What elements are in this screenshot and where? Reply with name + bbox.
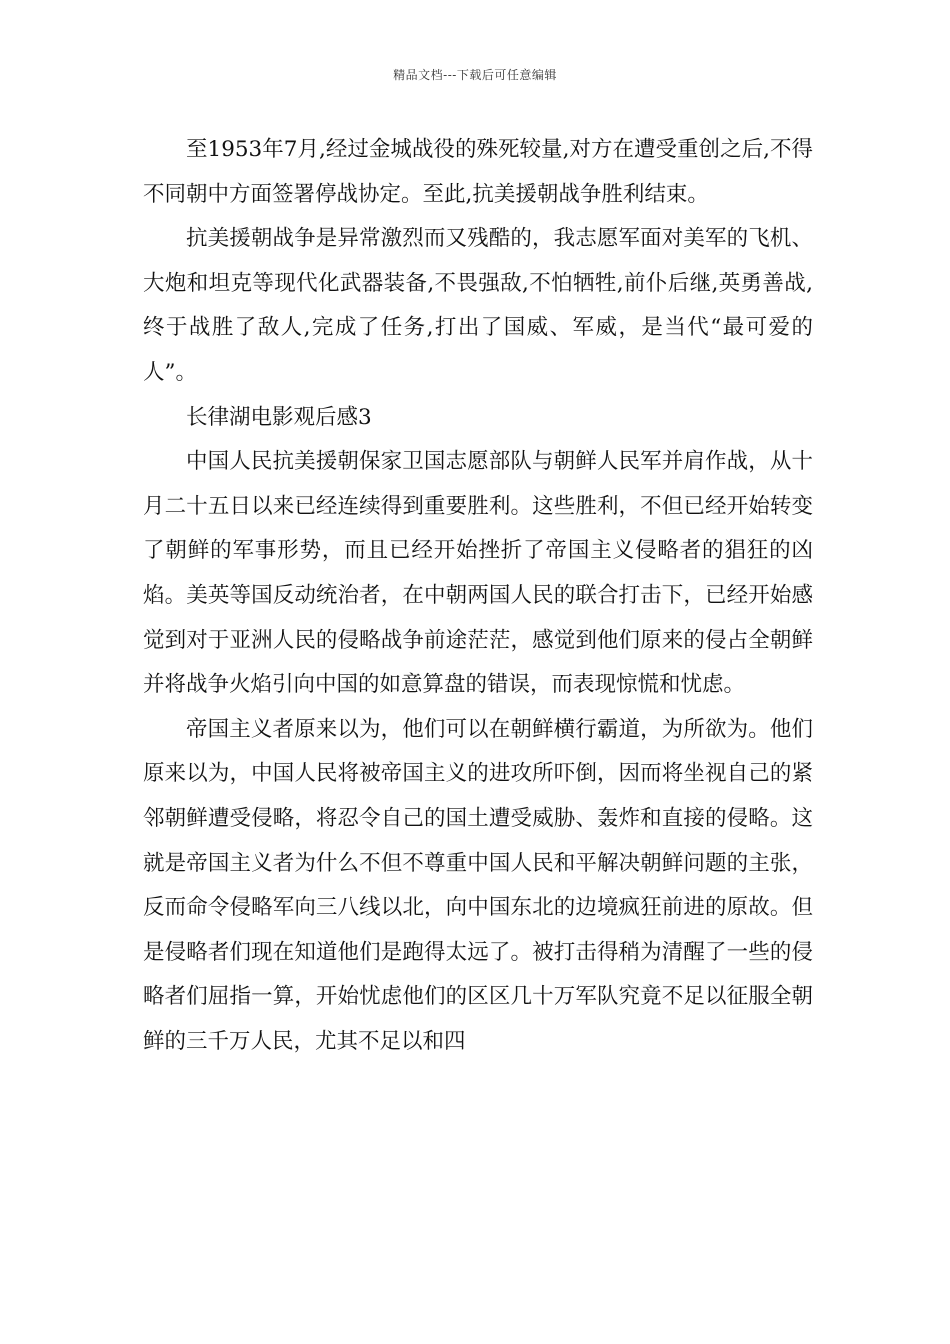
page-header: 精品文档---下载后可任意编辑 bbox=[393, 68, 557, 82]
section-heading: 长律湖电影观后感3 bbox=[186, 404, 372, 430]
document-body bbox=[143, 128, 813, 1064]
paragraph: 抗美援朝战争是异常激烈而又残酷的，我志愿军面对美军的飞机、大炮和坦克等现代化武器装备,不畏强敌,不怕牺牲,前仆后继,英勇善战,终于战胜了敌人,完成了任务,打出了国威、军威，是当代“最可爱的人”。 bbox=[143, 226, 813, 385]
paragraph: 中国人民抗美援朝保家卫国志愿部队与朝鲜人民军并肩作战，从十月二十五日以来已经连续得到重要胜利。这些胜利，不但已经开始转变了朝鲜的军事形势，而且已经开始挫折了帝国主义侵略者的猖狂的凶焰。美英等国反动统治者，在中朝两国人民的联合打击下，已经开始感觉到对于亚洲人民的侵略战争前途茫茫，感觉到他们原来的侵占全朝鲜并将战争火焰引向中国的如意算盘的错误，而表现惊慌和忧虑。 bbox=[143, 449, 813, 698]
paragraph: 帝国主义者原来以为，他们可以在朝鲜横行霸道，为所欲为。他们原来以为，中国人民将被帝国主义的进攻所吓倒，因而将坐视自己的紧邻朝鲜遭受侵略，将忍令自己的国土遭受威胁、轰炸和直接的侵略。这就是帝国主义者为什么不但不尊重中国人民和平解决朝鲜问题的主张，反而命令侵略军向三八线以北，向中国东北的边境疯狂前进的原故。但是侵略者们现在知道他们是跑得太远了。被打击得稍为清醒了一些的侵略者们屈指一算，开始忧虑他们的区区几十万军队究竟不足以征服全朝鲜的三千万人民，尤其不足以和四 bbox=[143, 716, 813, 1054]
paragraph: 至1953年7月,经过金城战役的殊死较量,对方在遭受重创之后,不得不同朝中方面签署停战协定。至此,抗美援朝战争胜利结束。 bbox=[143, 137, 813, 207]
